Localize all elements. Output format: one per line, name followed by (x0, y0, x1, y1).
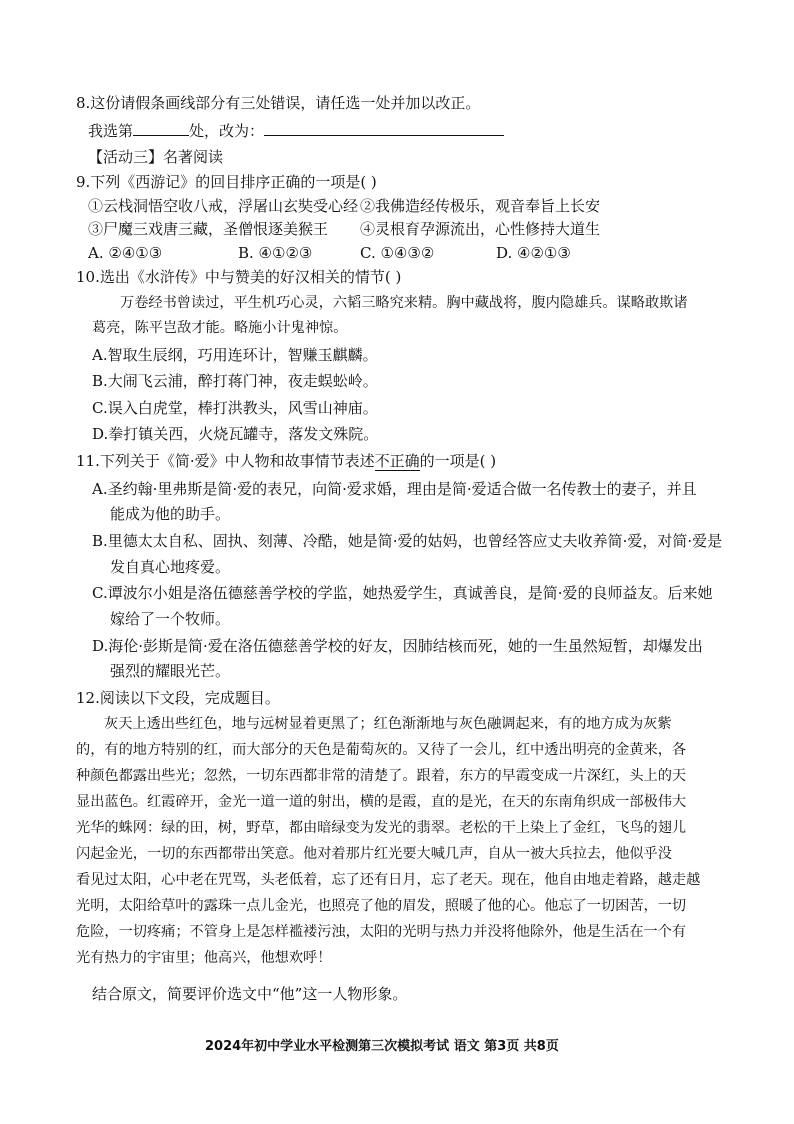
q9-stem: 9.下列《西游记》的回目排序正确的一项是( ) (76, 173, 377, 191)
q8-answer-mid: 处，改为： (189, 122, 265, 140)
q12-passage-line: 种颜色都露出些光；忽然，一切东西都非常的清楚了。跟着，东方的早霞变成一片深红，头上的天 (76, 768, 687, 784)
q12-passage-line: 显出蓝色。红霞碎开，金光一道一道的射出，横的是霞，直的是光，在天的东南角织成一部极伟大 (76, 794, 687, 810)
q10-option-a[interactable]: A.智取生辰纲，巧用连环计，智赚玉麒麟。 (92, 346, 378, 364)
q12-passage-line: 危险，一切疼痛；不管身上是怎样褴褛污浊，太阳的光明与热力并没将他除外，他是生活在一个有 (76, 924, 687, 940)
q12-stem: 12.阅读以下文段，完成题目。 (76, 689, 280, 707)
q12-passage-line: 看见过太阳，心中老在咒骂，头老低着，忘了还有日月，忘了老天。现在，他自由地走着路，越走越 (76, 872, 701, 888)
q12-passage-line: 灰天上透出些红色，地与远树显着更黑了；红色渐渐地与灰色融调起来，有的地方成为灰紫 (104, 716, 672, 732)
q9-option-d[interactable]: D. ④②①③ (496, 244, 571, 262)
q9-option-a[interactable]: A. ②④①③ (88, 244, 163, 262)
q12-task: 结合原文，简要评价选文中“他”这一人物形象。 (92, 985, 408, 1003)
q11-option-a-cont: 能成为他的助手。 (110, 505, 231, 523)
q11-option-d[interactable]: D.海伦·彭斯是简·爱在洛伍德慈善学校的好友，因肺结核而死，她的一生虽然短暂，却爆发出 (92, 637, 703, 655)
q12-passage-line: 闪起金光，一切的东西都带出笑意。他对着那片红光要大喊几声，自从一被大兵拉去，他似乎没 (76, 846, 672, 862)
q9-item-1: ①云栈洞悟空收八戒，浮屠山玄奘受心经 (88, 197, 359, 215)
q8-stem: 8.这份请假条画线部分有三处错误，请任选一处并加以改正。 (76, 94, 481, 112)
q11-option-b-cont: 发自真心地疼爱。 (110, 558, 231, 576)
q10-option-c[interactable]: C.误入白虎堂，棒打洪教头，风雪山神庙。 (92, 399, 378, 417)
page-footer: 2024年初中学业水平检测第三次模拟考试 语文 第3页 共8页 (205, 1039, 559, 1054)
q9-option-b[interactable]: B. ④①②③ (238, 244, 313, 262)
q8-blank-correction[interactable] (264, 121, 504, 136)
q11-option-a[interactable]: A.圣约翰·里弗斯是简·爱的表兄，向简·爱求婚，理由是简·爱适合做一名传教士的妻子，并且 (92, 480, 697, 498)
q12-passage-line: 光明，太阳给草叶的露珠一点儿金光，也照亮了他的眉发，照暖了他的心。他忘了一切困苦，一切 (76, 898, 687, 914)
q11-option-c-cont: 嫁给了一个牧师。 (110, 610, 231, 628)
q10-poem-line-1: 万卷经书曾读过，平生机巧心灵，六韬三略究来精。胸中藏战将，腹内隐雄兵。谋略敢欺诸 (120, 295, 688, 311)
q9-item-2: ②我佛造经传极乐，观音奉旨上长安 (360, 197, 601, 215)
q8-answer-prefix: 我选第 (88, 122, 134, 140)
q11-option-b[interactable]: B.里德太太自私、固执、刻薄、冷酷，她是简·爱的姑妈，也曾经答应丈夫收养简·爱，对简·爱是 (92, 532, 723, 550)
q11-option-d-cont: 强烈的耀眼光芒。 (110, 662, 231, 680)
q10-option-d[interactable]: D.拳打镇关西，火烧瓦罐寺，落发文殊院。 (92, 425, 379, 443)
q11-stem-before: 11.下列关于《简·爱》中人物和故事情节表述 (76, 452, 375, 470)
q12-passage-line: 光有热力的宇宙里；他高兴，他想欢呼！ (76, 950, 332, 966)
q9-item-4: ④灵根育孕源流出，心性修持大道生 (360, 220, 601, 238)
activity3-title: 【活动三】名著阅读 (88, 148, 224, 166)
q11-stem-emphasis: 不正确 (374, 452, 420, 470)
q10-option-b[interactable]: B.大闹飞云浦，醉打蒋门神，夜走蜈蚣岭。 (92, 372, 378, 390)
q11-option-c[interactable]: C.谭波尔小姐是洛伍德慈善学校的学监，她热爱学生，真诚善良，是简·爱的良师益友。后来她 (92, 584, 713, 602)
q12-passage-line: 的，有的地方特别的红，而大部分的天色是葡萄灰的。又待了一会儿，红中透出明亮的金黄来，各 (76, 742, 687, 758)
q10-poem-line-2: 葛亮，陈平岂敌才能。略施小计鬼神惊。 (92, 320, 348, 336)
q11-stem-after: 的一项是( ) (419, 452, 497, 470)
q9-item-3: ③尸魔三戏唐三藏，圣僧恨逐美猴王 (88, 220, 329, 238)
q12-passage-line: 光华的蛛网：绿的田，树，野草，都由暗绿变为发光的翡翠。老松的干上染上了金红，飞鸟的翅儿 (76, 820, 687, 836)
q10-stem: 10.选出《水浒传》中与赞美的好汉相关的情节( ) (76, 268, 402, 286)
q11-stem (76, 452, 496, 470)
q8-answer-line (88, 121, 504, 140)
q8-blank-number[interactable] (133, 121, 189, 136)
q9-option-c[interactable]: C. ①④③② (360, 244, 435, 262)
